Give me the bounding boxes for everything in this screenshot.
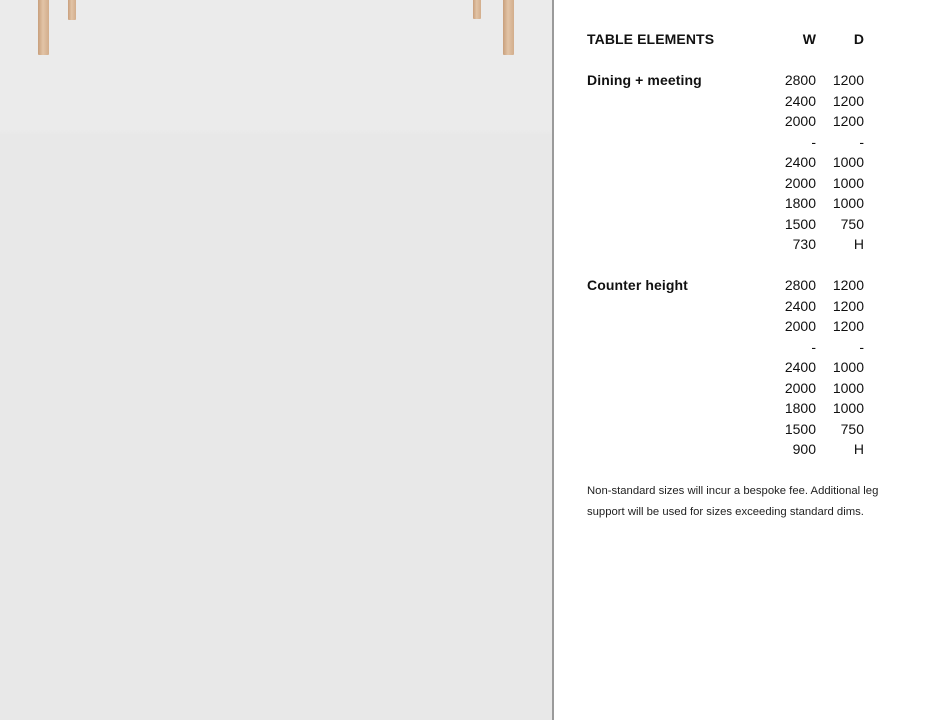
width-value: 2000 [784, 318, 816, 334]
size-row [587, 132, 917, 153]
depth-value: 1000 [832, 174, 864, 191]
depth-value: 1000 [832, 195, 864, 211]
height-unit-label: H [853, 441, 864, 457]
width-value: 1500 [784, 215, 816, 232]
size-row [587, 111, 917, 132]
width-value: 2800 [784, 277, 816, 293]
depth-column-header: D [853, 31, 864, 47]
depth-value: 750 [840, 215, 864, 232]
height-unit-label: H [853, 236, 864, 252]
size-row [587, 316, 917, 337]
depth-value: 1000 [832, 379, 864, 396]
width-value: - [811, 338, 816, 355]
table-leg-back-left [68, 0, 76, 20]
depth-value: 1200 [832, 297, 864, 314]
table-leg-back-right [473, 0, 481, 19]
size-row [587, 275, 917, 296]
section-dining-meeting [587, 70, 917, 255]
depth-value: 1200 [832, 277, 864, 293]
size-row [587, 419, 917, 440]
size-row [587, 173, 917, 194]
spec-title: TABLE ELEMENTS [587, 31, 715, 47]
section-counter-height [587, 275, 917, 460]
width-value: 1800 [784, 195, 816, 211]
size-row [587, 337, 917, 358]
height-value: 730 [792, 236, 816, 252]
table-leg-front-right [503, 0, 514, 55]
width-value: 2000 [784, 174, 816, 191]
width-value: 2400 [784, 297, 816, 314]
size-row [587, 70, 917, 91]
width-value: 1800 [784, 400, 816, 416]
width-value: 2400 [784, 92, 816, 109]
width-value: 2000 [784, 379, 816, 396]
height-row [587, 439, 917, 460]
width-value: 2400 [784, 154, 816, 170]
depth-value: 1200 [832, 72, 864, 88]
width-column-header: W [802, 31, 816, 47]
page-divider [552, 0, 554, 720]
depth-value: - [859, 338, 864, 355]
height-row [587, 234, 917, 255]
depth-value: 1200 [832, 318, 864, 334]
section-title: Dining + meeting [587, 72, 702, 88]
depth-value: 1000 [832, 359, 864, 375]
depth-value: 750 [840, 420, 864, 437]
spec-table [587, 29, 917, 460]
size-row [587, 398, 917, 419]
table-leg-front-left [38, 0, 49, 55]
depth-value: 1200 [832, 92, 864, 109]
depth-value: 1000 [832, 400, 864, 416]
width-value: 2000 [784, 113, 816, 129]
depth-value: - [859, 133, 864, 150]
depth-value: 1200 [832, 113, 864, 129]
size-row [587, 91, 917, 112]
size-row [587, 378, 917, 399]
section-title: Counter height [587, 277, 688, 293]
depth-value: 1000 [832, 154, 864, 170]
sizing-note: Non-standard sizes will incur a bespoke fee. Additional leg support will be used for sizes exceeding standard dims. [587, 485, 879, 518]
width-value: 2400 [784, 359, 816, 375]
width-value: 1500 [784, 420, 816, 437]
size-row [587, 357, 917, 378]
width-value: 2800 [784, 72, 816, 88]
height-value: 900 [792, 441, 816, 457]
size-row [587, 214, 917, 235]
spec-header [587, 29, 917, 50]
size-row [587, 296, 917, 317]
width-value: - [811, 133, 816, 150]
size-row [587, 193, 917, 214]
size-row [587, 152, 917, 173]
